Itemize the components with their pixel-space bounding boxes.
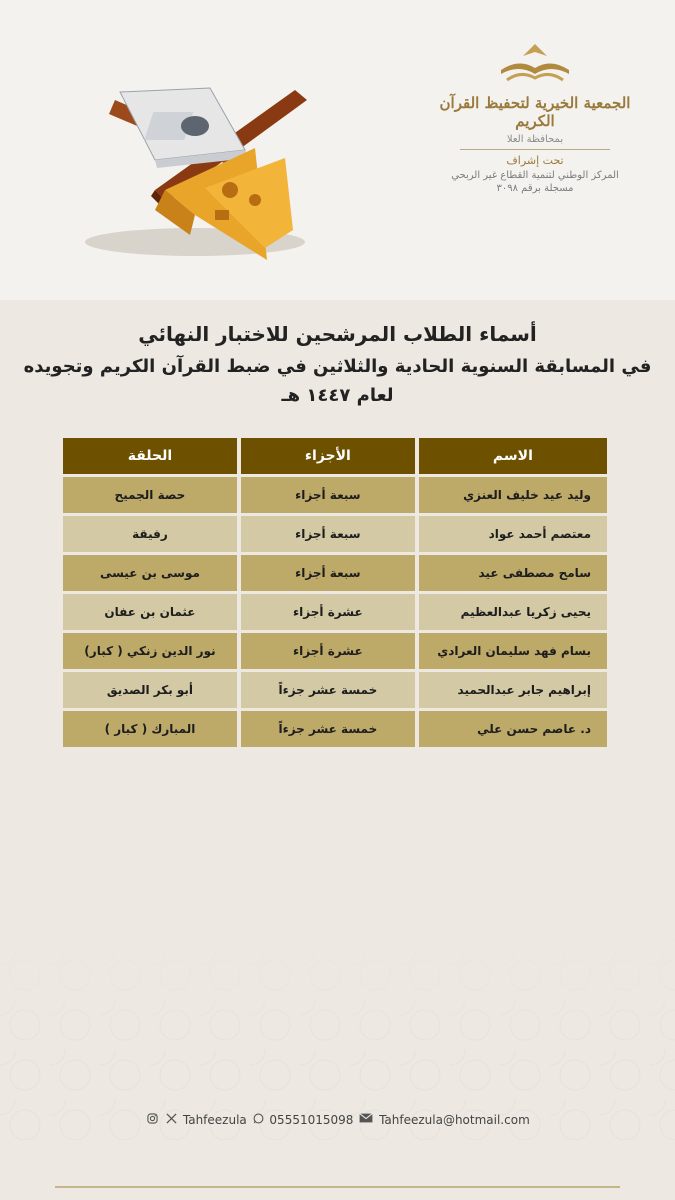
table-row (63, 594, 607, 630)
mail-icon[interactable] (359, 1113, 373, 1126)
cell-circle: أبو بكر الصديق (63, 672, 237, 708)
contact-footer (0, 1112, 675, 1127)
registration-number: مسجلة برقم ٣٠٩٨ (496, 183, 574, 194)
cell-parts: خمسة عشر جزءاً (241, 711, 415, 747)
cell-name: وليد عيد خليف العنزي (419, 477, 607, 513)
cell-parts: خمسة عشر جزءاً (241, 672, 415, 708)
cell-parts: سبعة أجزاء (241, 555, 415, 591)
instagram-icon[interactable] (147, 1113, 158, 1127)
org-city: بمحافظة العلا (506, 134, 564, 145)
whatsapp-icon[interactable] (253, 1113, 264, 1127)
quran-stand-illustration (45, 70, 315, 260)
cell-name: إبراهيم جابر عبدالحميد (419, 672, 607, 708)
x-icon[interactable] (166, 1113, 177, 1127)
cell-circle: حصة الجميح (63, 477, 237, 513)
cell-parts: سبعة أجزاء (241, 477, 415, 513)
cell-parts: عشرة أجزاء (241, 594, 415, 630)
supervision-label: تحت إشراف (506, 154, 564, 167)
bottom-divider (55, 1186, 620, 1188)
email-address[interactable]: Tahfeezula@hotmail.com (379, 1112, 530, 1127)
header-parts: الأجزاء (241, 438, 415, 474)
cell-name: سامح مصطفى عيد (419, 555, 607, 591)
social-handle[interactable]: Tahfeezula (182, 1112, 247, 1127)
cell-name: د. عاصم حسن علي (419, 711, 607, 747)
organization-logo (435, 40, 635, 194)
header-circle: الحلقة (63, 438, 237, 474)
cell-name: بسام فهد سليمان العرادي (419, 633, 607, 669)
supervising-center: المركز الوطني لتنمية القطاع غير الربحي (451, 170, 619, 181)
book-emblem-icon (495, 40, 575, 90)
org-name: الجمعية الخيرية لتحفيظ القرآن الكريم (439, 94, 631, 130)
table-header-row (63, 438, 607, 474)
page-subtitle: في المسابقة السنوية الحادية والثلاثين في ضبط القرآن الكريم وتجويده (23, 356, 652, 377)
cell-circle: نور الدين زنكي ( كبار) (63, 633, 237, 669)
cell-circle: رفيقة (63, 516, 237, 552)
cell-parts: عشرة أجزاء (241, 633, 415, 669)
header-name: الاسم (419, 438, 607, 474)
background-pattern (0, 900, 675, 1140)
table-row (63, 672, 607, 708)
table-row (63, 711, 607, 747)
cell-circle: موسى بن عيسى (63, 555, 237, 591)
cell-parts: سبعة أجزاء (241, 516, 415, 552)
phone-number[interactable]: 05551015098 (269, 1112, 354, 1127)
page-year: لعام ١٤٤٧ هـ (281, 385, 394, 406)
cell-circle: المبارك ( كبار ) (63, 711, 237, 747)
page-titles (0, 322, 675, 406)
cell-name: يحيى زكريا عبدالعظيم (419, 594, 607, 630)
table-row (63, 477, 607, 513)
page-title: أسماء الطلاب المرشحين للاختبار النهائي (138, 322, 537, 346)
cell-circle: عثمان بن عفان (63, 594, 237, 630)
cell-name: معتصم أحمد عواد (419, 516, 607, 552)
table-row (63, 633, 607, 669)
candidates-table (59, 435, 611, 750)
table-row (63, 555, 607, 591)
logo-divider (460, 149, 610, 150)
table-row (63, 516, 607, 552)
